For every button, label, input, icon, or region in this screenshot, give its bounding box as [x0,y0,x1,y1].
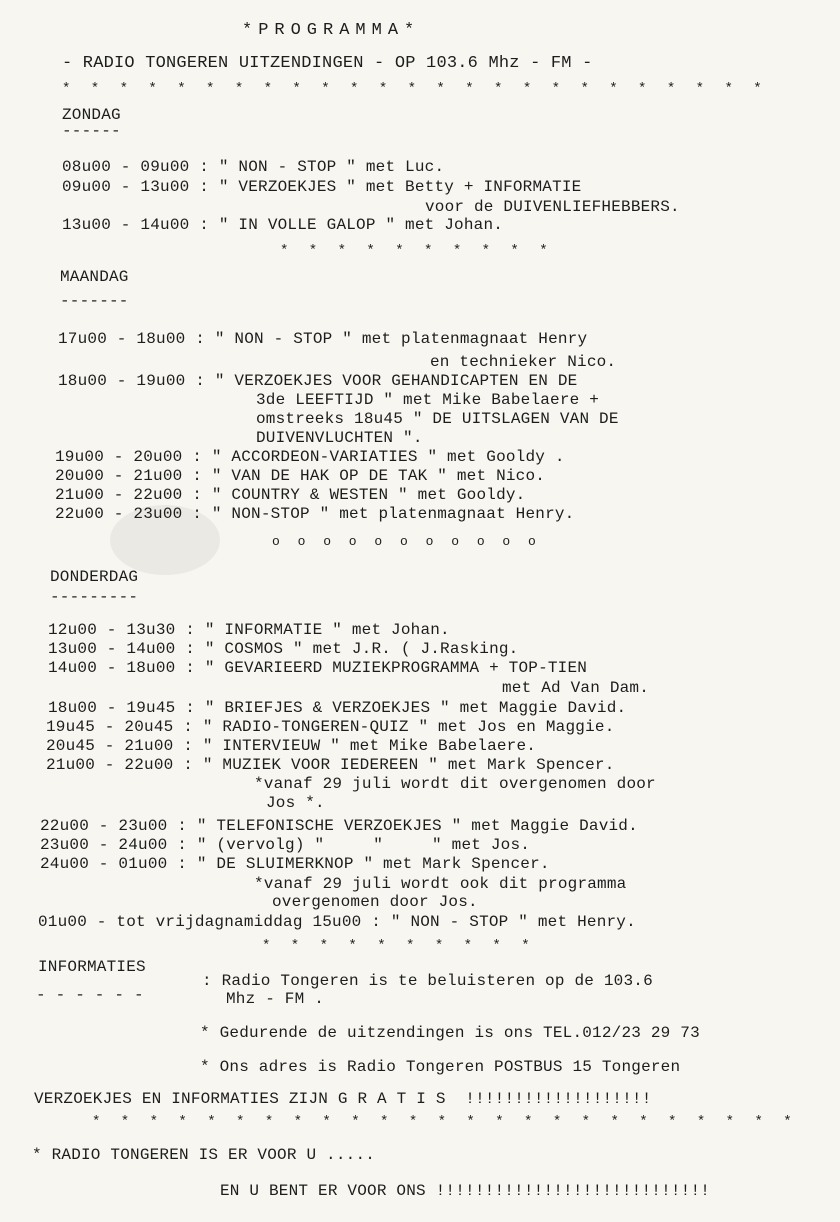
footer-stars: * * * * * * * * * * * * * * * * * * * * * * * * * [92,1114,798,1130]
schedule-line: en technieker Nico. [430,353,617,371]
day-underline: --------- [50,588,139,606]
schedule-line: omstreeks 18u45 " DE UITSLAGEN VAN DE [256,410,619,428]
schedule-line: overgenomen door Jos. [272,893,478,911]
schedule-line: 23u00 - 24u00 : " (vervolg) " " " met Jos. [40,836,531,854]
schedule-line: 13u00 - 14u00 : " COSMOS " met J.R. ( J.Rasking. [48,640,519,658]
schedule-line: 17u00 - 18u00 : " NON - STOP " met platenmagnaat Henry [58,330,588,348]
schedule-line: 08u00 - 09u00 : " NON - STOP " met Luc. [62,158,445,176]
schedule-line: 18u00 - 19u45 : " BRIEFJES & VERZOEKJES " met Maggie David. [48,699,627,717]
schedule-line: 12u00 - 13u30 : " INFORMATIE " met Johan. [48,621,450,639]
schedule-line: *vanaf 29 juli wordt ook dit programma [254,875,627,893]
schedule-line: 3de LEEFTIJD " met Mike Babelaere + [256,391,600,409]
schedule-line: 18u00 - 19u00 : " VERZOEKJES VOOR GEHANDICAPTEN EN DE [58,372,578,390]
schedule-line: 21u00 - 22u00 : " MUZIEK VOOR IEDEREEN " met Mark Spencer. [46,756,615,774]
day-heading-monday: MAANDAG [60,268,129,286]
info-line: Mhz - FM . [226,990,325,1008]
schedule-line: DUIVENVLUCHTEN ". [256,429,423,447]
info-underline: - - - - - - [36,986,144,1004]
schedule-line: met Ad Van Dam. [502,679,650,697]
info-line: * Gedurende de uitzendingen is ons TEL.012/23 29 73 [200,1024,700,1042]
info-line: : Radio Tongeren is te beluisteren op de 103.6 [202,972,653,990]
info-label: INFORMATIES [38,958,146,976]
schedule-line: 19u45 - 20u45 : " RADIO-TONGEREN-QUIZ " met Jos en Maggie. [46,718,615,736]
section-separator: * * * * * * * * * * [280,243,554,259]
footer-line-1: * RADIO TONGEREN IS ER VOOR U ..... [32,1146,376,1164]
day-underline: ------ [62,122,121,140]
schedule-line: 22u00 - 23u00 : " NON-STOP " met platenmagnaat Henry. [55,505,575,523]
section-separator: o o o o o o o o o o o [272,534,541,549]
page-subtitle: - RADIO TONGEREN UITZENDINGEN - OP 103.6 Mhz - FM - [62,54,593,73]
footer-line-2: EN U BENT ER VOOR ONS !!!!!!!!!!!!!!!!!!!!!!!!!!!! [220,1182,711,1200]
page-title: *PROGRAMMA* [242,21,421,40]
schedule-line: 20u00 - 21u00 : " VAN DE HAK OP DE TAK " met Nico. [55,467,546,485]
header-stars: * * * * * * * * * * * * * * * * * * * * * * * * * [62,81,768,97]
schedule-line: 14u00 - 18u00 : " GEVARIEERD MUZIEKPROGRAMMA + TOP-TIEN [48,659,588,677]
schedule-line: 01u00 - tot vrijdagnamiddag 15u00 : " NON - STOP " met Henry. [38,913,636,931]
schedule-line: 24u00 - 01u00 : " DE SLUIMERKNOP " met Mark Spencer. [40,855,550,873]
footer-free-line: VERZOEKJES EN INFORMATIES ZIJN G R A T I S !!!!!!!!!!!!!!!!!!! [34,1090,652,1108]
schedule-line: Jos *. [266,794,325,812]
section-separator: * * * * * * * * * * [262,938,536,954]
schedule-line: *vanaf 29 juli wordt dit overgenomen door [254,775,656,793]
schedule-line: voor de DUIVENLIEFHEBBERS. [425,198,680,216]
schedule-line: 22u00 - 23u00 : " TELEFONISCHE VERZOEKJES " met Maggie David. [40,817,638,835]
schedule-line: 09u00 - 13u00 : " VERZOEKJES " met Betty + INFORMATIE [62,178,582,196]
day-underline: ------- [60,292,129,310]
schedule-line: 21u00 - 22u00 : " COUNTRY & WESTEN " met Gooldy. [55,486,526,504]
schedule-line: 20u45 - 21u00 : " INTERVIEUW " met Mike Babelaere. [46,737,537,755]
schedule-line: 13u00 - 14u00 : " IN VOLLE GALOP " met Johan. [62,216,504,234]
day-heading-sunday: ZONDAG [62,106,121,124]
info-line: * Ons adres is Radio Tongeren POSTBUS 15 Tongeren [200,1058,681,1076]
day-heading-thursday: DONDERDAG [50,568,139,586]
schedule-line: 19u00 - 20u00 : " ACCORDEON-VARIATIES " met Gooldy . [55,448,565,466]
